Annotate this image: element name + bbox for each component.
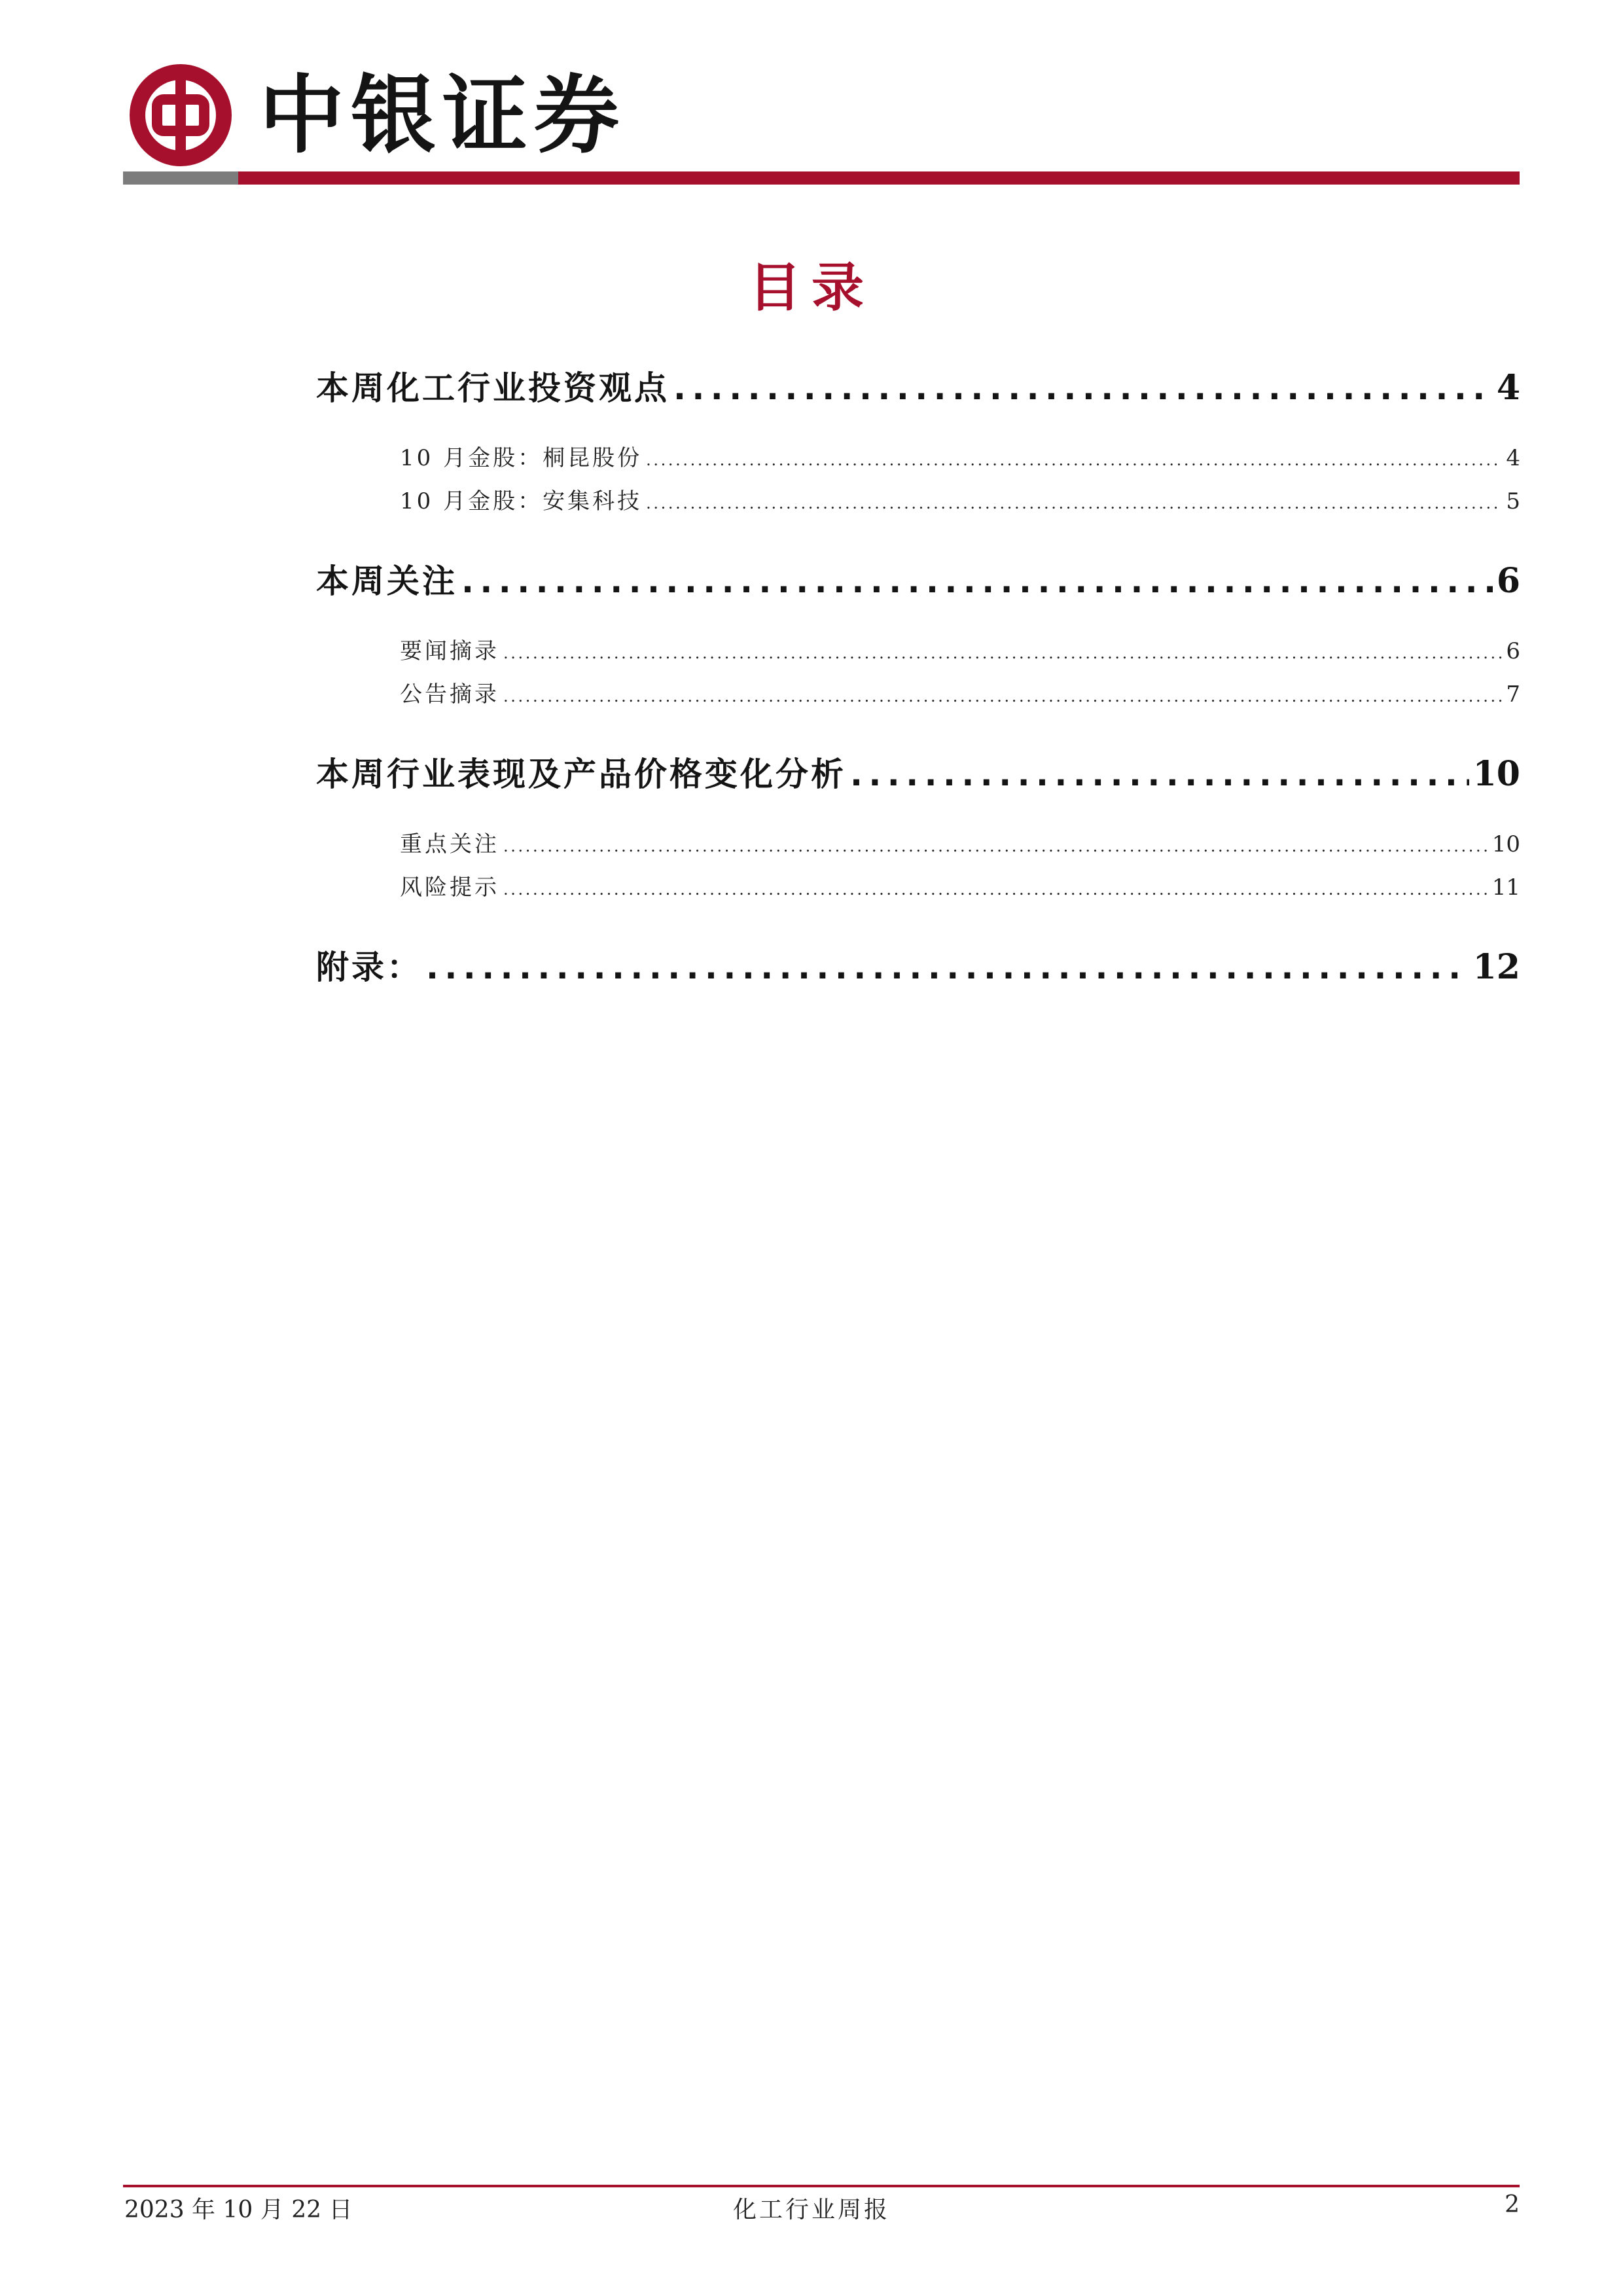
toc-entry-page: 6 [1496,561,1520,601]
page-header [0,0,1623,196]
toc-dot-leader [503,837,1488,855]
toc-entry-page: 6 [1506,638,1520,664]
toc-entry-key-focus[interactable] [400,826,1520,858]
toc-dot-leader [503,687,1502,706]
bank-of-china-logo-icon [128,63,233,168]
toc-entry-industry-performance[interactable] [316,748,1520,795]
toc-entry-page: 12 [1472,947,1520,987]
toc-entry-weekly-focus[interactable] [316,555,1520,602]
toc-entry-label: 本周化工行业投资观点 [316,369,669,407]
toc-entry-news-digest[interactable] [400,633,1520,665]
toc-entry-page: 10 [1472,754,1520,794]
footer-report-title: 化工行业周报 [732,2197,890,2223]
toc-entry-page: 7 [1506,681,1520,708]
brand-name: 中银证券 [259,65,626,165]
header-rule-grey [123,171,238,185]
toc-entry-label: 要闻摘录 [400,638,499,664]
toc-entry-label: 公告摘录 [400,681,499,708]
toc-dot-leader [426,948,1469,986]
toc-entry-label: 10 月金股：安集科技 [400,488,643,514]
toc-dot-leader [503,880,1488,899]
toc-dot-leader [850,755,1469,793]
footer-rule [123,2185,1520,2187]
toc-dot-leader [646,451,1502,469]
toc-entry-label: 附录： [316,948,422,986]
toc-dot-leader [646,494,1502,512]
toc-entry-golden-stock-tongkun[interactable] [400,440,1520,472]
toc-entry-label: 重点关注 [400,831,499,857]
toc-dot-leader [461,562,1493,600]
toc-entry-page: 4 [1506,445,1520,471]
toc-entry-label: 本周行业表现及产品价格变化分析 [316,755,846,793]
footer-date: 2023 年 10 月 22 日 [124,2197,353,2223]
toc-entry-page: 11 [1491,874,1520,901]
toc-entry-risk-warning[interactable] [400,869,1520,901]
toc-dot-leader [673,369,1493,407]
toc-title: 目录 [749,257,874,318]
footer-page-number: 2 [1505,2191,1520,2218]
toc-entry-page: 5 [1506,488,1520,514]
toc-entry-page: 4 [1496,368,1520,408]
toc-entry-golden-stock-anji[interactable] [400,483,1520,515]
toc-entry-investment-view[interactable] [316,362,1520,409]
toc-entry-label: 10 月金股：桐昆股份 [400,445,643,471]
toc-dot-leader [503,644,1502,662]
toc-entry-appendix[interactable] [316,941,1520,988]
header-rule-red [238,171,1520,185]
toc-entry-announcement-digest[interactable] [400,676,1520,708]
toc-entry-label: 本周关注 [316,562,457,600]
toc-entry-label: 风险提示 [400,874,499,901]
toc-entry-page: 10 [1491,831,1520,857]
